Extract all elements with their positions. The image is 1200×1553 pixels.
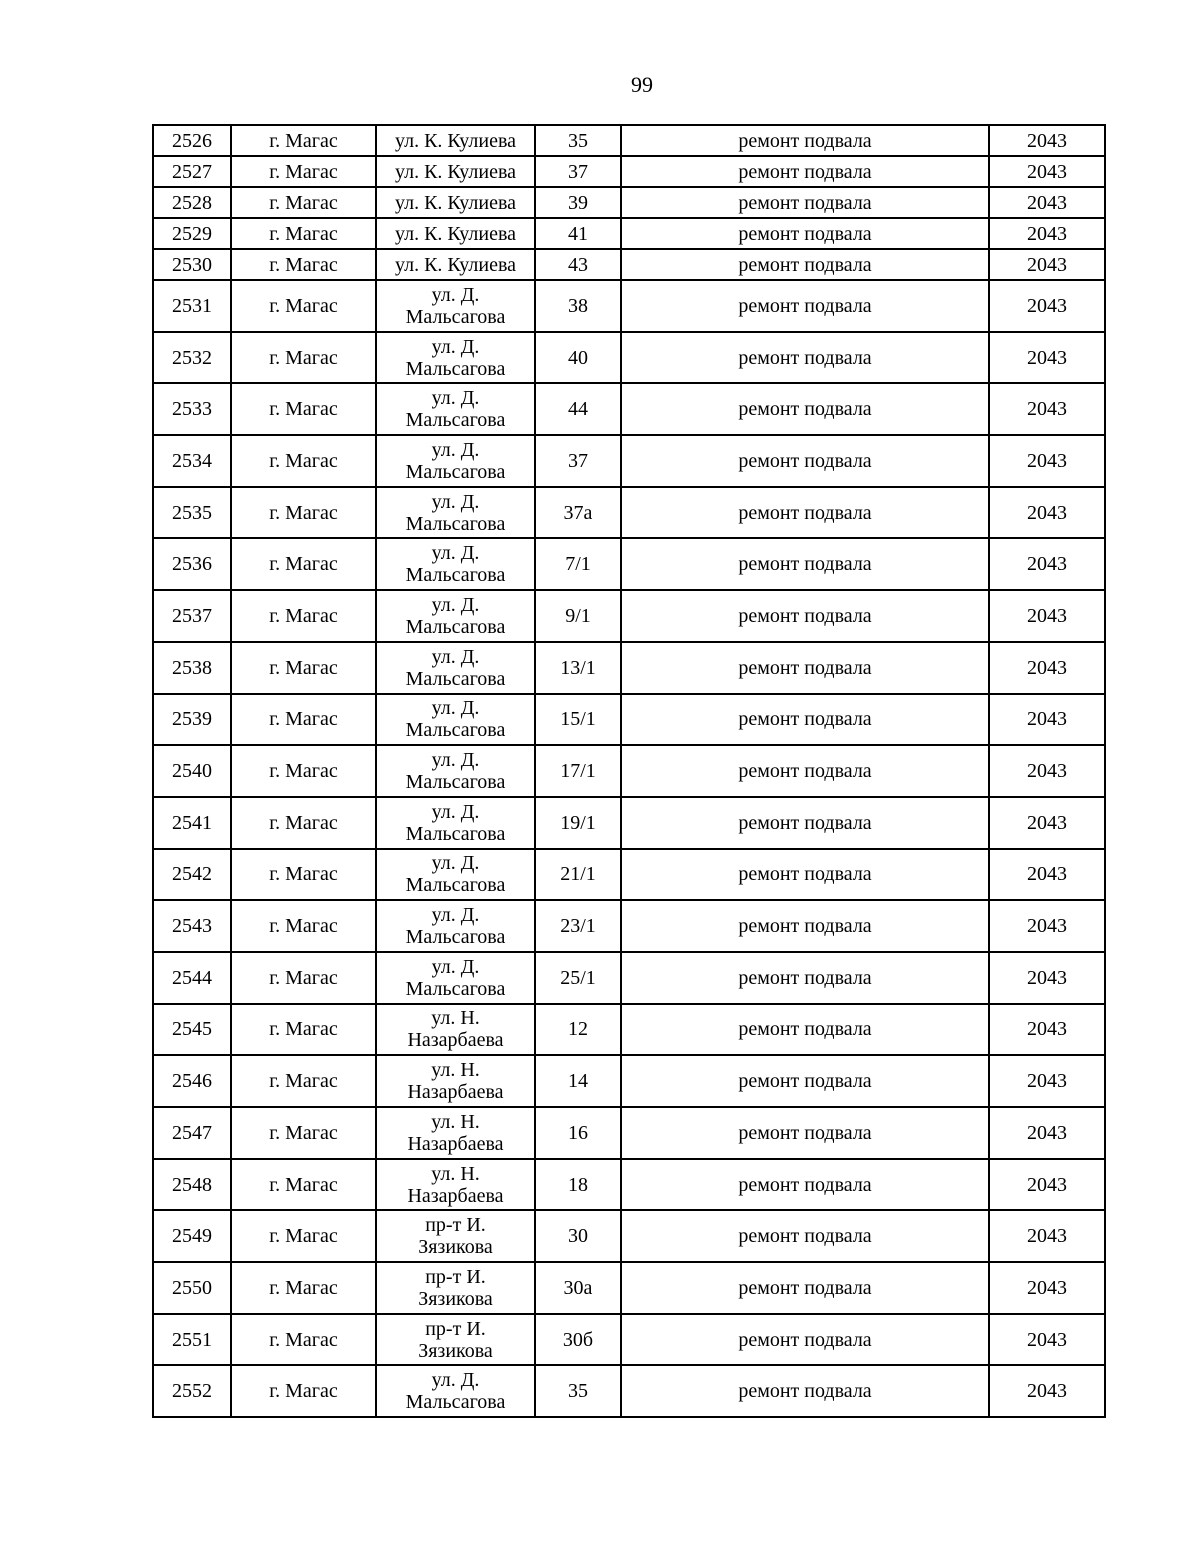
- year-cell: 2043: [989, 187, 1105, 218]
- street-line: Мальсагова: [405, 771, 506, 794]
- work-type-cell: ремонт подвала: [621, 642, 989, 694]
- street-cell: [376, 487, 535, 539]
- row-number-cell: 2533: [153, 383, 231, 435]
- street-cell: [376, 849, 535, 901]
- work-type-cell: ремонт подвала: [621, 849, 989, 901]
- street-line: ул. Д.: [431, 749, 480, 772]
- work-type-cell: ремонт подвала: [621, 900, 989, 952]
- year-cell: 2043: [989, 435, 1105, 487]
- table-row: [153, 187, 1105, 218]
- table-row: [153, 1159, 1105, 1211]
- street-line: Мальсагова: [405, 667, 506, 690]
- row-number-cell: 2527: [153, 156, 231, 187]
- street-line: Мальсагова: [405, 822, 506, 845]
- year-cell: 2043: [989, 156, 1105, 187]
- year-cell: 2043: [989, 642, 1105, 694]
- street-line: Зязикова: [418, 1339, 493, 1362]
- table-row: [153, 849, 1105, 901]
- table-row: [153, 487, 1105, 539]
- street-line: Мальсагова: [405, 357, 506, 380]
- street-line: пр-т И.: [425, 1317, 486, 1340]
- year-cell: 2043: [989, 1159, 1105, 1211]
- table-row: [153, 642, 1105, 694]
- street-cell: [376, 435, 535, 487]
- row-number-cell: 2534: [153, 435, 231, 487]
- street-cell: [376, 1159, 535, 1211]
- house-number-cell: 13/1: [535, 642, 621, 694]
- table-row: [153, 332, 1105, 384]
- work-type-cell: ремонт подвала: [621, 952, 989, 1004]
- city-cell: г. Магас: [231, 849, 376, 901]
- year-cell: 2043: [989, 745, 1105, 797]
- street-line: Мальсагова: [405, 512, 506, 535]
- row-number-cell: 2545: [153, 1004, 231, 1056]
- row-number-cell: 2535: [153, 487, 231, 539]
- street-line: ул. Д.: [431, 852, 480, 875]
- row-number-cell: 2536: [153, 538, 231, 590]
- table-row: [153, 797, 1105, 849]
- work-type-cell: ремонт подвала: [621, 1004, 989, 1056]
- city-cell: г. Магас: [231, 435, 376, 487]
- year-cell: 2043: [989, 538, 1105, 590]
- street-cell: [376, 332, 535, 384]
- row-number-cell: 2544: [153, 952, 231, 1004]
- street-cell: [376, 218, 535, 249]
- house-number-cell: 35: [535, 125, 621, 156]
- work-type-cell: ремонт подвала: [621, 797, 989, 849]
- street-cell: [376, 642, 535, 694]
- row-number-cell: 2541: [153, 797, 231, 849]
- house-number-cell: 30а: [535, 1262, 621, 1314]
- city-cell: г. Магас: [231, 1365, 376, 1417]
- house-number-cell: 18: [535, 1159, 621, 1211]
- city-cell: г. Магас: [231, 383, 376, 435]
- street-line: Мальсагова: [405, 564, 506, 587]
- work-type-cell: ремонт подвала: [621, 383, 989, 435]
- house-number-cell: 41: [535, 218, 621, 249]
- work-type-cell: ремонт подвала: [621, 694, 989, 746]
- row-number-cell: 2551: [153, 1314, 231, 1366]
- street-cell: [376, 125, 535, 156]
- street-line: Зязикова: [418, 1236, 493, 1259]
- year-cell: 2043: [989, 1262, 1105, 1314]
- street-line: ул. Н.: [431, 1059, 480, 1082]
- table-row: [153, 1262, 1105, 1314]
- street-line: ул. Д.: [431, 387, 480, 410]
- row-number-cell: 2547: [153, 1107, 231, 1159]
- house-number-cell: 23/1: [535, 900, 621, 952]
- street-line: ул. К. Кулиева: [394, 222, 516, 245]
- street-line: Мальсагова: [405, 719, 506, 742]
- table-row: [153, 218, 1105, 249]
- house-number-cell: 16: [535, 1107, 621, 1159]
- house-number-cell: 9/1: [535, 590, 621, 642]
- street-cell: [376, 280, 535, 332]
- table-row: [153, 538, 1105, 590]
- city-cell: г. Магас: [231, 1159, 376, 1211]
- work-type-cell: ремонт подвала: [621, 187, 989, 218]
- table-row: [153, 280, 1105, 332]
- house-number-cell: 37: [535, 435, 621, 487]
- house-number-cell: 44: [535, 383, 621, 435]
- street-cell: [376, 1314, 535, 1366]
- house-number-cell: 39: [535, 187, 621, 218]
- street-line: Назарбаева: [407, 1029, 504, 1052]
- row-number-cell: 2549: [153, 1210, 231, 1262]
- street-line: Назарбаева: [407, 1081, 504, 1104]
- street-line: ул. Д.: [431, 438, 480, 461]
- year-cell: 2043: [989, 900, 1105, 952]
- city-cell: г. Магас: [231, 745, 376, 797]
- city-cell: г. Магас: [231, 218, 376, 249]
- house-number-cell: 38: [535, 280, 621, 332]
- street-line: Мальсагова: [405, 460, 506, 483]
- table-row: [153, 745, 1105, 797]
- street-line: ул. К. Кулиева: [394, 253, 516, 276]
- city-cell: г. Магас: [231, 952, 376, 1004]
- housing-repair-table: [152, 124, 1106, 1418]
- work-type-cell: ремонт подвала: [621, 1055, 989, 1107]
- city-cell: г. Магас: [231, 280, 376, 332]
- street-cell: [376, 900, 535, 952]
- street-cell: [376, 1055, 535, 1107]
- street-cell: [376, 538, 535, 590]
- year-cell: 2043: [989, 383, 1105, 435]
- work-type-cell: ремонт подвала: [621, 280, 989, 332]
- table-row: [153, 1107, 1105, 1159]
- table-row: [153, 952, 1105, 1004]
- street-line: ул. Н.: [431, 1110, 480, 1133]
- street-line: Зязикова: [418, 1287, 493, 1310]
- street-cell: [376, 1210, 535, 1262]
- work-type-cell: ремонт подвала: [621, 156, 989, 187]
- city-cell: г. Магас: [231, 1055, 376, 1107]
- street-cell: [376, 1107, 535, 1159]
- house-number-cell: 14: [535, 1055, 621, 1107]
- row-number-cell: 2530: [153, 249, 231, 280]
- row-number-cell: 2546: [153, 1055, 231, 1107]
- page-number: 99: [631, 72, 653, 97]
- row-number-cell: 2543: [153, 900, 231, 952]
- work-type-cell: ремонт подвала: [621, 1314, 989, 1366]
- table-row: [153, 1365, 1105, 1417]
- year-cell: 2043: [989, 1004, 1105, 1056]
- street-line: ул. Д.: [431, 542, 480, 565]
- city-cell: г. Магас: [231, 1314, 376, 1366]
- work-type-cell: ремонт подвала: [621, 1365, 989, 1417]
- city-cell: г. Магас: [231, 1004, 376, 1056]
- table-body: [153, 125, 1105, 1417]
- house-number-cell: 19/1: [535, 797, 621, 849]
- city-cell: г. Магас: [231, 900, 376, 952]
- year-cell: 2043: [989, 218, 1105, 249]
- table-row: [153, 383, 1105, 435]
- city-cell: г. Магас: [231, 642, 376, 694]
- city-cell: г. Магас: [231, 187, 376, 218]
- city-cell: г. Магас: [231, 156, 376, 187]
- year-cell: 2043: [989, 797, 1105, 849]
- city-cell: г. Магас: [231, 125, 376, 156]
- year-cell: 2043: [989, 487, 1105, 539]
- table-row: [153, 1055, 1105, 1107]
- table-row: [153, 590, 1105, 642]
- row-number-cell: 2550: [153, 1262, 231, 1314]
- house-number-cell: 43: [535, 249, 621, 280]
- house-number-cell: 37а: [535, 487, 621, 539]
- year-cell: 2043: [989, 125, 1105, 156]
- year-cell: 2043: [989, 332, 1105, 384]
- year-cell: 2043: [989, 249, 1105, 280]
- house-number-cell: 40: [535, 332, 621, 384]
- street-line: ул. Н.: [431, 1007, 480, 1030]
- house-number-cell: 21/1: [535, 849, 621, 901]
- house-number-cell: 12: [535, 1004, 621, 1056]
- work-type-cell: ремонт подвала: [621, 590, 989, 642]
- house-number-cell: 37: [535, 156, 621, 187]
- row-number-cell: 2532: [153, 332, 231, 384]
- row-number-cell: 2526: [153, 125, 231, 156]
- city-cell: г. Магас: [231, 1107, 376, 1159]
- table-row: [153, 156, 1105, 187]
- street-cell: [376, 952, 535, 1004]
- street-line: Мальсагова: [405, 409, 506, 432]
- street-cell: [376, 797, 535, 849]
- street-cell: [376, 590, 535, 642]
- city-cell: г. Магас: [231, 797, 376, 849]
- work-type-cell: ремонт подвала: [621, 218, 989, 249]
- work-type-cell: ремонт подвала: [621, 1262, 989, 1314]
- work-type-cell: ремонт подвала: [621, 435, 989, 487]
- street-line: ул. Н.: [431, 1162, 480, 1185]
- city-cell: г. Магас: [231, 538, 376, 590]
- city-cell: г. Магас: [231, 487, 376, 539]
- street-cell: [376, 383, 535, 435]
- street-line: ул. К. Кулиева: [394, 129, 516, 152]
- street-cell: [376, 1262, 535, 1314]
- table-row: [153, 249, 1105, 280]
- table-row: [153, 1210, 1105, 1262]
- table-row: [153, 1314, 1105, 1366]
- street-line: ул. Д.: [431, 283, 480, 306]
- row-number-cell: 2537: [153, 590, 231, 642]
- row-number-cell: 2529: [153, 218, 231, 249]
- street-line: Мальсагова: [405, 874, 506, 897]
- city-cell: г. Магас: [231, 590, 376, 642]
- city-cell: г. Магас: [231, 249, 376, 280]
- street-line: ул. К. Кулиева: [394, 160, 516, 183]
- house-number-cell: 25/1: [535, 952, 621, 1004]
- row-number-cell: 2531: [153, 280, 231, 332]
- street-line: ул. К. Кулиева: [394, 191, 516, 214]
- city-cell: г. Магас: [231, 694, 376, 746]
- year-cell: 2043: [989, 1314, 1105, 1366]
- street-line: Назарбаева: [407, 1184, 504, 1207]
- house-number-cell: 17/1: [535, 745, 621, 797]
- row-number-cell: 2552: [153, 1365, 231, 1417]
- year-cell: 2043: [989, 280, 1105, 332]
- year-cell: 2043: [989, 1107, 1105, 1159]
- table-row: [153, 900, 1105, 952]
- year-cell: 2043: [989, 1365, 1105, 1417]
- row-number-cell: 2548: [153, 1159, 231, 1211]
- work-type-cell: ремонт подвала: [621, 1210, 989, 1262]
- table-row: [153, 694, 1105, 746]
- street-cell: [376, 1004, 535, 1056]
- house-number-cell: 15/1: [535, 694, 621, 746]
- row-number-cell: 2528: [153, 187, 231, 218]
- street-cell: [376, 187, 535, 218]
- work-type-cell: ремонт подвала: [621, 1107, 989, 1159]
- city-cell: г. Магас: [231, 1262, 376, 1314]
- house-number-cell: 7/1: [535, 538, 621, 590]
- street-line: Мальсагова: [405, 977, 506, 1000]
- street-line: пр-т И.: [425, 1265, 486, 1288]
- house-number-cell: 30: [535, 1210, 621, 1262]
- table-row: [153, 435, 1105, 487]
- street-line: ул. Д.: [431, 645, 480, 668]
- street-cell: [376, 156, 535, 187]
- street-cell: [376, 249, 535, 280]
- year-cell: 2043: [989, 694, 1105, 746]
- year-cell: 2043: [989, 1210, 1105, 1262]
- street-cell: [376, 694, 535, 746]
- work-type-cell: ремонт подвала: [621, 538, 989, 590]
- year-cell: 2043: [989, 952, 1105, 1004]
- street-line: ул. Д.: [431, 697, 480, 720]
- street-line: Мальсагова: [405, 926, 506, 949]
- street-line: ул. Д.: [431, 1369, 480, 1392]
- street-line: ул. Д.: [431, 955, 480, 978]
- work-type-cell: ремонт подвала: [621, 745, 989, 797]
- row-number-cell: 2538: [153, 642, 231, 694]
- house-number-cell: 30б: [535, 1314, 621, 1366]
- street-line: ул. Д.: [431, 490, 480, 513]
- street-line: Назарбаева: [407, 1132, 504, 1155]
- work-type-cell: ремонт подвала: [621, 332, 989, 384]
- street-cell: [376, 1365, 535, 1417]
- city-cell: г. Магас: [231, 1210, 376, 1262]
- street-line: ул. Д.: [431, 593, 480, 616]
- row-number-cell: 2542: [153, 849, 231, 901]
- street-line: Мальсагова: [405, 1391, 506, 1414]
- street-cell: [376, 745, 535, 797]
- table-row: [153, 125, 1105, 156]
- street-line: пр-т И.: [425, 1214, 486, 1237]
- street-line: ул. Д.: [431, 335, 480, 358]
- work-type-cell: ремонт подвала: [621, 125, 989, 156]
- work-type-cell: ремонт подвала: [621, 487, 989, 539]
- street-line: ул. Д.: [431, 800, 480, 823]
- year-cell: 2043: [989, 849, 1105, 901]
- house-number-cell: 35: [535, 1365, 621, 1417]
- work-type-cell: ремонт подвала: [621, 249, 989, 280]
- year-cell: 2043: [989, 590, 1105, 642]
- row-number-cell: 2539: [153, 694, 231, 746]
- year-cell: 2043: [989, 1055, 1105, 1107]
- work-type-cell: ремонт подвала: [621, 1159, 989, 1211]
- row-number-cell: 2540: [153, 745, 231, 797]
- street-line: Мальсагова: [405, 305, 506, 328]
- street-line: Мальсагова: [405, 615, 506, 638]
- table-row: [153, 1004, 1105, 1056]
- street-line: ул. Д.: [431, 904, 480, 927]
- city-cell: г. Магас: [231, 332, 376, 384]
